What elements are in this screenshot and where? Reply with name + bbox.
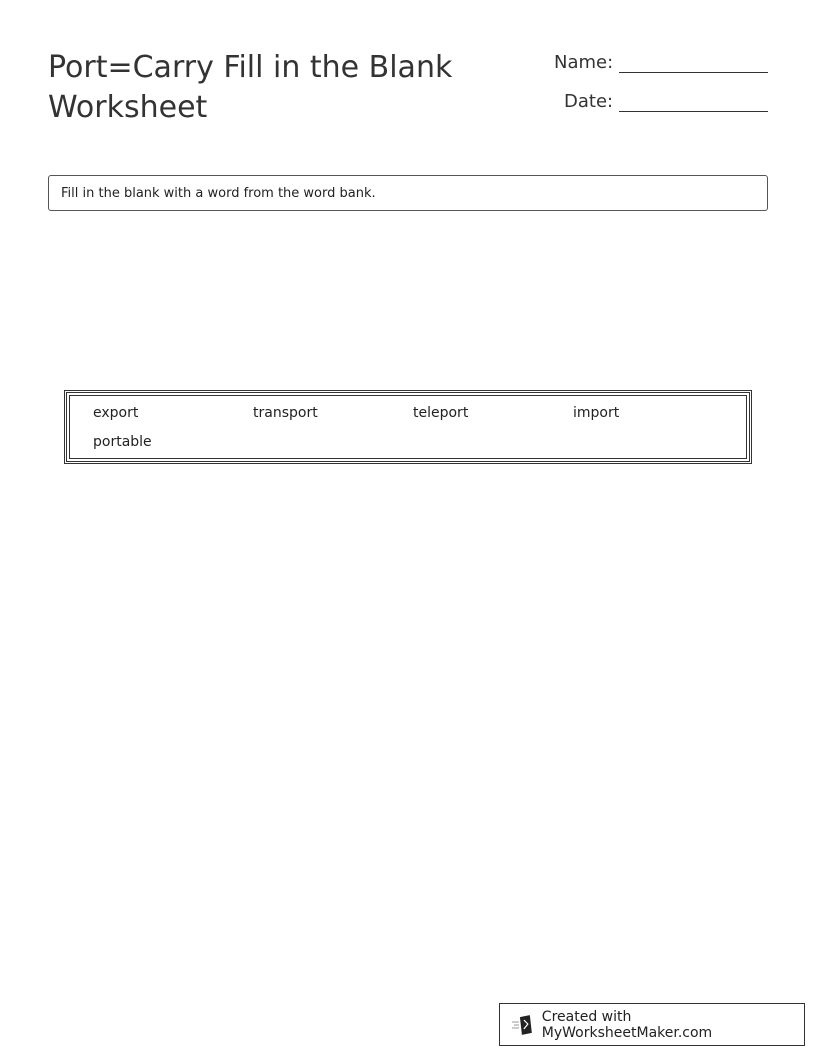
footer-text: Created with MyWorksheetMaker.com bbox=[541, 1008, 713, 1041]
date-field[interactable] bbox=[564, 91, 768, 112]
word-bank-item: teleport bbox=[413, 405, 469, 421]
date-label: Date: bbox=[564, 91, 614, 112]
word-bank-item: portable bbox=[93, 434, 152, 450]
word-bank-item: import bbox=[573, 405, 620, 421]
name-label: Name: bbox=[554, 52, 614, 73]
word-bank-item: export bbox=[93, 405, 139, 421]
instructions-box: Fill in the blank with a word from the word bank. bbox=[48, 175, 768, 211]
name-input-line[interactable] bbox=[619, 52, 768, 73]
word-bank-item: transport bbox=[253, 405, 318, 421]
page-title: Port=Carry Fill in the Blank Worksheet bbox=[48, 50, 453, 125]
footer-badge[interactable] bbox=[499, 1003, 805, 1046]
date-input-line[interactable] bbox=[619, 91, 768, 112]
word-bank bbox=[64, 390, 752, 464]
name-field[interactable] bbox=[554, 52, 768, 73]
worksheet-logo-icon bbox=[512, 1014, 536, 1036]
